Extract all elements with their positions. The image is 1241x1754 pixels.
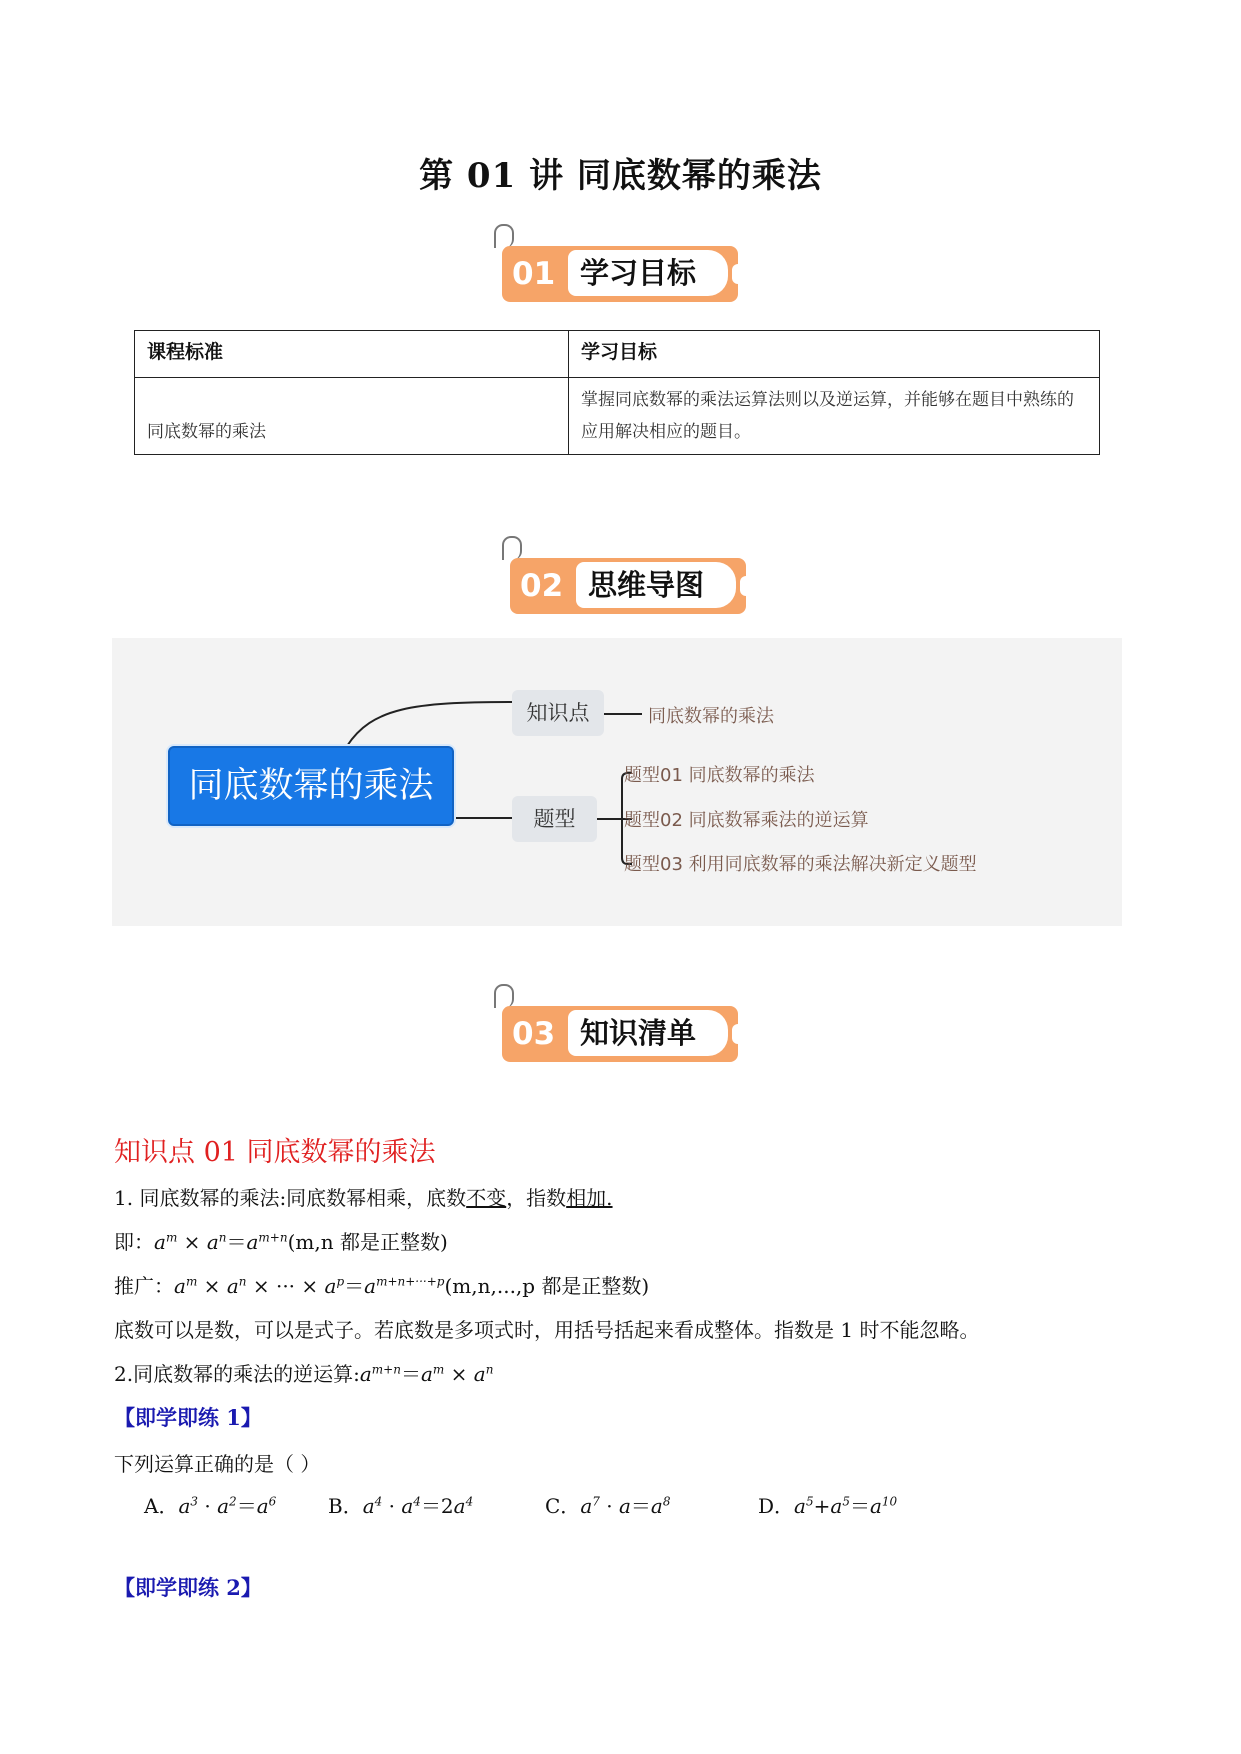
section-number: 01: [512, 256, 556, 292]
option-b: B．$a^4 \cdot a^4=2a^4$: [328, 1494, 474, 1518]
mind-map-leaf: 同底数幂的乘法: [648, 706, 774, 727]
table-header: 学习目标: [569, 331, 1100, 378]
section-badge-03: [502, 1002, 742, 1064]
page-title: 第 01 讲 同底数幂的乘法: [419, 156, 822, 196]
mind-map-leaf: 题型03 利用同底数幂的乘法解决新定义题型: [624, 854, 977, 875]
mind-map-leaf: 题型02 同底数幂乘法的逆运算: [624, 810, 869, 831]
table-row: [135, 378, 1100, 455]
hook-icon: [502, 536, 522, 560]
practice-question: 下列运算正确的是（ ）: [114, 1452, 321, 1476]
practice-label-1: 【即学即练 1】: [114, 1405, 262, 1430]
hook-icon: [494, 984, 514, 1008]
table-cell-standard: 同底数幂的乘法: [135, 378, 569, 455]
practice-label-2: 【即学即练 2】: [114, 1575, 262, 1600]
section-label: 学习目标: [568, 250, 728, 296]
mind-map-root: 同底数幂的乘法: [168, 746, 454, 826]
mind-map-node-knowledge: 知识点: [512, 690, 604, 736]
section-badge-01: [502, 242, 742, 304]
table-cell-goal: 掌握同底数幂的乘法运算法则以及逆运算，并能够在题目中熟练的应用解决相应的题目。: [569, 378, 1100, 455]
mind-map-leaf: 题型01 同底数幂的乘法: [624, 765, 815, 786]
formula-line: 即：$a^m \times a^n=a^{m+n}(m,n$ 都是正整数): [114, 1230, 448, 1254]
section-badge-02: [510, 554, 750, 616]
hook-icon: [494, 224, 514, 248]
section-label: 知识清单: [568, 1010, 728, 1056]
mind-map-node-types: 题型: [512, 796, 597, 842]
option-d: D．$a^5+a^5=a^{10}$: [758, 1494, 898, 1518]
section-number: 02: [520, 568, 564, 604]
knowledge-heading: 知识点 01 同底数幂的乘法: [114, 1137, 436, 1168]
goals-table: [134, 330, 1100, 455]
inverse-formula-line: 2.同底数幂的乘法的逆运算$:a^{m+n}=a^m \times a^n$: [114, 1362, 494, 1386]
note-paragraph: 底数可以是数，可以是式子。若底数是多项式时，用括号括起来看成整体。指数是 1 时不能忽略。: [114, 1318, 980, 1342]
table-header: 课程标准: [135, 331, 569, 378]
generalized-formula-line: 推广：$a^m \times a^n$ × ··· × $a^p=a^{m+n+\cdot\cdot\cdot+p}(m,n,...,p$ 都是正整数): [114, 1274, 650, 1298]
mind-map: [112, 638, 1122, 926]
option-c: C．$a^7 \cdot a=a^8$: [545, 1494, 671, 1518]
section-label: 思维导图: [576, 562, 736, 608]
option-a: A．$a^3 \cdot a^2=a^6$: [144, 1494, 277, 1518]
rule-paragraph: 1. 同底数幂的乘法:同底数幂相乘，底数不变，指数相加.: [114, 1186, 613, 1210]
section-number: 03: [512, 1016, 556, 1052]
